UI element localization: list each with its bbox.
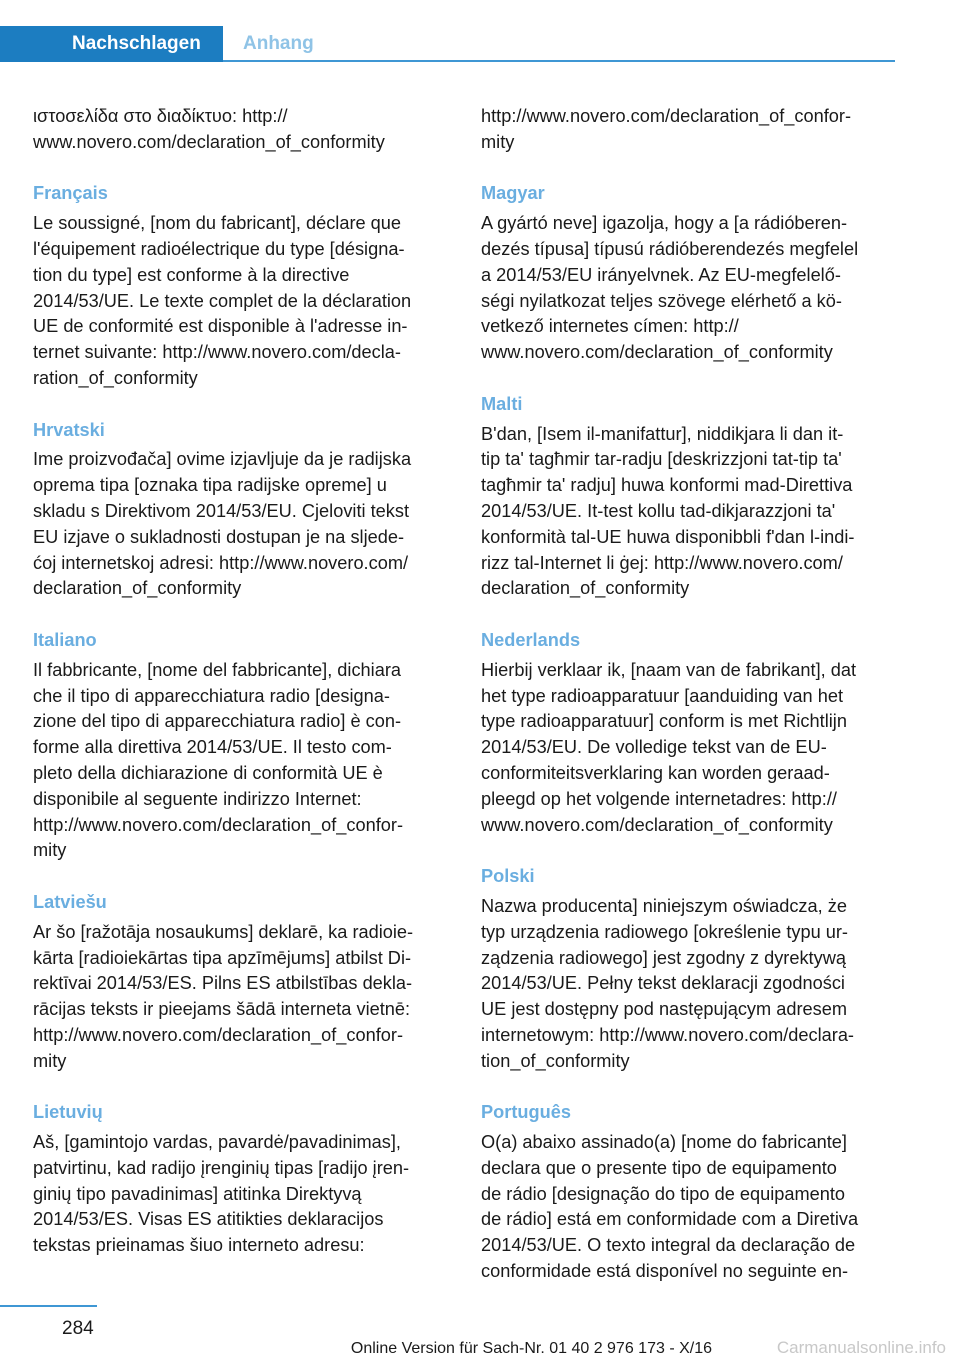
text-line: konformità tal-UE huwa disponibbli f'dan l-indi‐	[481, 526, 855, 547]
text-line: declara que o presente tipo de equipamento	[481, 1157, 837, 1178]
text-line: O(a) abaixo assinado(a) [nome do fabricante]	[481, 1132, 847, 1153]
text-line: B'dan, [Isem il-manifattur], niddikjara li dan it-	[481, 423, 844, 444]
page-number: 284	[62, 1318, 94, 1339]
text-line: type radioapparatuur] conform is met Richtlijn	[481, 711, 847, 732]
section-heading: Français	[33, 183, 108, 204]
text-line: patvirtinu, kad radijo įrenginių tipas [radijo įren‐	[33, 1157, 410, 1178]
text-line: zione del tipo di apparecchiatura radio] è con‐	[33, 711, 402, 732]
text-line: ternet suivante: http://www.novero.com/decla‐	[33, 342, 401, 363]
text-line: ration_of_conformity	[33, 367, 198, 388]
text-line: http://www.novero.com/declaration_of_confor‐	[33, 1024, 404, 1045]
section-heading: Polski	[481, 866, 535, 887]
section-heading: Malti	[481, 393, 523, 414]
text-line: vetkező internetes címen: http://	[481, 316, 739, 337]
text-line: dezés típusa] típusú rádióberendezés megfelel	[481, 238, 859, 259]
text-line: 2014/53/UE. It-test kollu tad-dikjarazzjoni ta'	[481, 500, 836, 521]
text-line: de rádio [designação do tipo de equipamento	[481, 1183, 846, 1204]
text-line: pleto della dichiarazione di conformità UE è	[33, 762, 383, 783]
text-line: che il tipo di apparecchiatura radio [designa‐	[33, 685, 390, 706]
section-heading: Nederlands	[481, 629, 581, 650]
chapter-tabs	[0, 26, 895, 62]
text-line: ségi nyilatkozat teljes szövege elérhető a kö‐	[481, 290, 842, 311]
text-line: het type radioapparatuur [aanduiding van het	[481, 685, 844, 706]
text-line: ządzenia radiowego] jest zgodny z dyrektywą	[481, 947, 846, 968]
text-line: mity	[33, 840, 67, 861]
text-line: Ar šo [ražotāja nosaukums] deklarē, ka radioie‐	[33, 921, 414, 942]
text-line: www.novero.com/declaration_of_conformity	[481, 814, 833, 835]
text-line: typ urządzenia radiowego [określenie typu ur‐	[481, 921, 848, 942]
text-line: http://www.novero.com/declaration_of_confor‐	[481, 106, 852, 126]
text-line: declaration_of_conformity	[33, 578, 242, 599]
watermark: Carmanualsonline.info	[776, 1338, 946, 1357]
text-line: ginių tipo pavadinimas] atitinka Direktyvą	[33, 1183, 362, 1204]
section-heading: Lietuvių	[33, 1102, 103, 1123]
text-line: conformiteitsverklaring kan worden geraad‐	[481, 762, 830, 783]
text-line: tion du type] est conforme à la directive	[33, 264, 350, 285]
text-line: Nazwa producenta] niniejszym oświadcza, że	[481, 895, 847, 916]
text-line: ćoj internetskoj adresi: http://www.novero.com/	[33, 552, 409, 573]
text-line: mity	[33, 1050, 67, 1071]
text-line: declaration_of_conformity	[481, 578, 690, 599]
tab-nachschlagen[interactable]: Nachschlagen	[0, 26, 223, 62]
section-heading: Português	[481, 1102, 571, 1123]
text-line: disponibile al seguente indirizzo Internet:	[33, 788, 362, 809]
text-line: rektīvai 2014/53/ES. Pilns ES atbilstības dekla‐	[33, 973, 413, 994]
text-line: Ime proizvođača] ovime izjavljuje da je radijska	[33, 449, 412, 470]
text-line: kārta [radioiekārtas tipa apzīmējums] atbilst Di‐	[33, 947, 412, 968]
text-line: A gyártó neve] igazolja, hogy a [a rádióberen‐	[481, 213, 848, 234]
text-line: mity	[481, 131, 515, 152]
text-line: 2014/53/UE. Pełny tekst deklaracji zgodności	[481, 973, 845, 994]
text-line: oprema tipa [oznaka tipa radijske opreme] u	[33, 475, 387, 496]
text-line: Hierbij verklaar ik, [naam van de fabrikant], dat	[481, 659, 857, 680]
text-line: l'équipement radioélectrique du type [désigna‐	[33, 238, 405, 259]
text-line: 2014/53/UE. O texto integral da declaração de	[481, 1235, 856, 1256]
text-line: tekstas prieinamas šiuo interneto adresu:	[33, 1235, 365, 1256]
right-text-column	[481, 104, 899, 1285]
section-heading: Italiano	[33, 629, 97, 650]
text-line: pleegd op het volgende internetadres: http://	[481, 788, 837, 809]
text-line: skladu s Direktivom 2014/53/EU. Cjeloviti tekst	[33, 500, 410, 521]
text-line: Il fabbricante, [nome del fabbricante], dichiara	[33, 659, 402, 680]
text-line: rācijas teksts ir pieejams šādā interneta vietnē:	[33, 999, 411, 1020]
tab-anhang[interactable]: Anhang	[243, 33, 314, 54]
text-line: a 2014/53/EU irányelvnek. Az EU-megfelelő‐	[481, 264, 841, 285]
text-line: Le soussigné, [nom du fabricant], déclare que	[33, 213, 402, 234]
text-line: de rádio] está em conformidade com a Diretiva	[481, 1209, 859, 1230]
section-heading: Latviešu	[33, 891, 107, 912]
text-line: tagħmir ta' radju] huwa konformi mad-Direttiva	[481, 475, 853, 496]
version-footer: Online Version für Sach-Nr. 01 40 2 976 173 - X/16	[350, 1340, 712, 1357]
text-line: www.novero.com/declaration_of_conformity	[481, 342, 833, 363]
section-heading: Magyar	[481, 183, 545, 204]
footer-divider	[0, 1305, 97, 1307]
text-line: http://www.novero.com/declaration_of_confor‐	[33, 814, 404, 835]
text-line: 2014/53/ES. Visas ES atitikties deklaracijos	[33, 1209, 384, 1230]
text-line: tion_of_conformity	[481, 1050, 630, 1071]
text-line: 2014/53/UE. Le texte complet de la déclaration	[33, 290, 412, 311]
left-text-column	[33, 104, 451, 1259]
text-line: rizz tal-Internet li ġej: http://www.novero.com/	[481, 552, 843, 573]
text-line: UE jest dostępny pod następującym adresem	[481, 999, 847, 1020]
text-line: UE de conformité est disponible à l'adresse in‐	[33, 316, 408, 337]
text-line: ιστοσελίδα στο διαδίκτυο: http://	[33, 106, 288, 126]
text-line: conformidade está disponível no seguinte en‐	[481, 1261, 849, 1282]
text-line: www.novero.com/declaration_of_conformity	[33, 131, 385, 152]
text-line: 2014/53/EU. De volledige tekst van de EU-	[481, 737, 827, 758]
section-heading: Hrvatski	[33, 419, 105, 440]
text-line: Aš, [gamintojo vardas, pavardė/pavadinimas],	[33, 1132, 401, 1153]
text-line: EU izjave o sukladnosti dostupan je na sljede‐	[33, 526, 405, 547]
text-line: tip ta' tagħmir tar-radju [deskrizzjoni tat-tip ta'	[481, 449, 842, 470]
text-line: internetowym: http://www.novero.com/declara‐	[481, 1024, 854, 1045]
text-line: forme alla direttiva 2014/53/UE. Il testo com‐	[33, 737, 392, 758]
